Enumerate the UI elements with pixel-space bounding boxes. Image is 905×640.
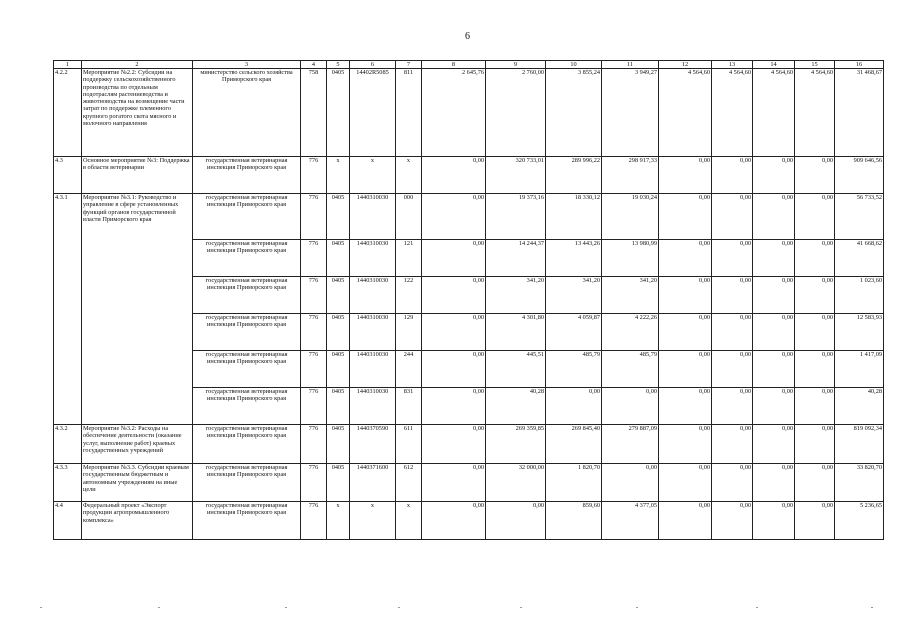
- executor: государственная ветеринарная инспекция Приморского края: [193, 240, 301, 277]
- amount-cell: 0,00: [659, 502, 712, 540]
- amount-cell: 0,00: [753, 277, 795, 314]
- column-header: 12: [659, 61, 712, 69]
- amount-cell: 18 330,12: [546, 194, 602, 240]
- amount-cell: 0,00: [795, 351, 835, 388]
- code-expense-type: x: [396, 157, 422, 194]
- code-target-article: 14402R5085: [350, 69, 396, 157]
- amount-cell: 19 030,24: [602, 194, 659, 240]
- amount-cell: 0,00: [712, 277, 753, 314]
- amount-cell: 4 564,60: [712, 69, 753, 157]
- column-header: 16: [835, 61, 884, 69]
- code-section: 0405: [327, 388, 350, 425]
- amount-cell: 0,00: [712, 351, 753, 388]
- code-grbs: 776: [301, 157, 327, 194]
- code-grbs: 776: [301, 464, 327, 502]
- code-grbs: 776: [301, 425, 327, 464]
- budget-table: [53, 60, 884, 540]
- code-expense-type: 831: [396, 388, 422, 425]
- table-row: [54, 157, 884, 194]
- code-grbs: 776: [301, 240, 327, 277]
- column-header: 11: [602, 61, 659, 69]
- amount-cell: 298 917,33: [602, 157, 659, 194]
- column-header: 9: [486, 61, 546, 69]
- code-grbs: 758: [301, 69, 327, 157]
- amount-cell: 0,00: [659, 351, 712, 388]
- table-row: [54, 69, 884, 157]
- code-target-article: 1440310030: [350, 351, 396, 388]
- total-cell: 12 583,93: [835, 314, 884, 351]
- amount-cell: 0,00: [753, 351, 795, 388]
- code-target-article: x: [350, 502, 396, 540]
- code-expense-type: 129: [396, 314, 422, 351]
- amount-cell: 0,00: [753, 502, 795, 540]
- amount-cell: 0,00: [753, 194, 795, 240]
- amount-cell: 0,00: [795, 425, 835, 464]
- amount-cell: 0,00: [422, 388, 486, 425]
- amount-cell: 0,00: [753, 464, 795, 502]
- amount-cell: 1 820,70: [546, 464, 602, 502]
- amount-cell: 0,00: [712, 502, 753, 540]
- amount-cell: 269 359,85: [486, 425, 546, 464]
- amount-cell: 13 980,99: [602, 240, 659, 277]
- amount-cell: 0,00: [712, 464, 753, 502]
- code-target-article: 1440310030: [350, 388, 396, 425]
- amount-cell: 0,00: [753, 425, 795, 464]
- amount-cell: 0,00: [546, 388, 602, 425]
- code-section: x: [327, 157, 350, 194]
- measure-name: Мероприятие №2.2: Субсидии на поддержку сельскохозяйственного производства по отдельным подотраслям растениеводства и животноводства на возмещение части затрат по поддержке племенного крупного рогатого скота мясного и молочного направления: [82, 69, 193, 157]
- amount-cell: 0,00: [795, 240, 835, 277]
- amount-cell: 341,20: [486, 277, 546, 314]
- amount-cell: 0,00: [602, 464, 659, 502]
- amount-cell: 0,00: [659, 464, 712, 502]
- amount-cell: 0,00: [712, 194, 753, 240]
- row-number: 4.2.2: [54, 69, 82, 157]
- amount-cell: 19 373,16: [486, 194, 546, 240]
- amount-cell: 0,00: [712, 240, 753, 277]
- code-grbs: 776: [301, 194, 327, 240]
- amount-cell: 0,00: [659, 194, 712, 240]
- amount-cell: 3 855,24: [546, 69, 602, 157]
- amount-cell: 341,20: [546, 277, 602, 314]
- amount-cell: 269 845,40: [546, 425, 602, 464]
- amount-cell: 0,00: [712, 425, 753, 464]
- code-target-article: 1440310030: [350, 194, 396, 240]
- executor: министерство сельского хозяйства Приморского края: [193, 69, 301, 157]
- executor: государственная ветеринарная инспекция Приморского края: [193, 314, 301, 351]
- amount-cell: 0,00: [659, 388, 712, 425]
- amount-cell: 4 301,80: [486, 314, 546, 351]
- total-cell: 5 236,65: [835, 502, 884, 540]
- column-header: 14: [753, 61, 795, 69]
- amount-cell: 0,00: [659, 157, 712, 194]
- amount-cell: 0,00: [422, 157, 486, 194]
- amount-cell: 0,00: [659, 277, 712, 314]
- amount-cell: 0,00: [753, 157, 795, 194]
- code-expense-type: 121: [396, 240, 422, 277]
- amount-cell: 4 564,60: [795, 69, 835, 157]
- total-cell: 1 417,09: [835, 351, 884, 388]
- amount-cell: 0,00: [753, 314, 795, 351]
- code-section: 0405: [327, 464, 350, 502]
- executor: государственная ветеринарная инспекция Приморского края: [193, 277, 301, 314]
- amount-cell: 0,00: [422, 502, 486, 540]
- column-header: 3: [193, 61, 301, 69]
- amount-cell: 0,00: [422, 425, 486, 464]
- column-header: 13: [712, 61, 753, 69]
- code-section: x: [327, 502, 350, 540]
- amount-cell: 445,51: [486, 351, 546, 388]
- column-header: 8: [422, 61, 486, 69]
- amount-cell: 4 564,60: [753, 69, 795, 157]
- amount-cell: 859,60: [546, 502, 602, 540]
- amount-cell: 0,00: [422, 240, 486, 277]
- code-grbs: 776: [301, 388, 327, 425]
- code-target-article: 1440310030: [350, 240, 396, 277]
- table-row: [54, 464, 884, 502]
- column-header: 4: [301, 61, 327, 69]
- amount-cell: 0,00: [753, 240, 795, 277]
- amount-cell: 0,00: [795, 502, 835, 540]
- executor: государственная ветеринарная инспекция Приморского края: [193, 194, 301, 240]
- amount-cell: 0,00: [795, 157, 835, 194]
- total-cell: 41 668,62: [835, 240, 884, 277]
- amount-cell: 0,00: [795, 464, 835, 502]
- measure-name: Мероприятие №3.3. Субсидии краевым государственным бюджетным и автономным учреждениям на иные цели: [82, 464, 193, 502]
- amount-cell: 0,00: [795, 314, 835, 351]
- amount-cell: 2 760,00: [486, 69, 546, 157]
- amount-cell: 0,00: [659, 240, 712, 277]
- row-number: 4.3: [54, 157, 82, 194]
- column-header: 5: [327, 61, 350, 69]
- amount-cell: 13 443,26: [546, 240, 602, 277]
- amount-cell: 4 222,26: [602, 314, 659, 351]
- amount-cell: 341,20: [602, 277, 659, 314]
- code-target-article: 1440310030: [350, 277, 396, 314]
- column-header: 15: [795, 61, 835, 69]
- executor: государственная ветеринарная инспекция Приморского края: [193, 351, 301, 388]
- code-target-article: 1440371600: [350, 464, 396, 502]
- amount-cell: 0,00: [795, 277, 835, 314]
- measure-name: Основное мероприятие №3: Поддержка в области ветеринарии: [82, 157, 193, 194]
- amount-cell: 0,00: [659, 314, 712, 351]
- amount-cell: 0,00: [422, 314, 486, 351]
- amount-cell: 0,00: [795, 194, 835, 240]
- amount-cell: 485,79: [546, 351, 602, 388]
- amount-cell: 0,00: [659, 425, 712, 464]
- code-expense-type: 122: [396, 277, 422, 314]
- amount-cell: 0,00: [422, 194, 486, 240]
- code-target-article: 1440370590: [350, 425, 396, 464]
- measure-name: Мероприятие №3.1: Руководство и управление в сфере установленных функций органов государственной власти Приморского края: [82, 194, 193, 425]
- code-expense-type: 811: [396, 69, 422, 157]
- measure-name: Мероприятие №3.2: Расходы на обеспечение деятельности (оказание услуг, выполнение работ) краевых государственных учреждений: [82, 425, 193, 464]
- table-row: [54, 194, 884, 240]
- amount-cell: 0,00: [712, 157, 753, 194]
- executor: государственная ветеринарная инспекция Приморского края: [193, 157, 301, 194]
- row-number: 4.3.2: [54, 425, 82, 464]
- measure-name: Федеральный проект «Экспорт продукции агропромышленного комплекса»: [82, 502, 193, 540]
- code-expense-type: 244: [396, 351, 422, 388]
- column-header: 6: [350, 61, 396, 69]
- amount-cell: 4 377,05: [602, 502, 659, 540]
- total-cell: 819 092,34: [835, 425, 884, 464]
- amount-cell: 289 996,22: [546, 157, 602, 194]
- code-section: 0405: [327, 351, 350, 388]
- amount-cell: 320 733,01: [486, 157, 546, 194]
- amount-cell: 40,28: [486, 388, 546, 425]
- amount-cell: 279 887,09: [602, 425, 659, 464]
- total-cell: 56 733,52: [835, 194, 884, 240]
- table-row: [54, 502, 884, 540]
- code-expense-type: 611: [396, 425, 422, 464]
- code-section: 0405: [327, 277, 350, 314]
- column-header: 7: [396, 61, 422, 69]
- code-target-article: 1440310030: [350, 314, 396, 351]
- total-cell: 1 023,60: [835, 277, 884, 314]
- amount-cell: 0,00: [422, 351, 486, 388]
- code-expense-type: 000: [396, 194, 422, 240]
- code-section: 0405: [327, 194, 350, 240]
- amount-cell: 2 645,76: [422, 69, 486, 157]
- amount-cell: 485,79: [602, 351, 659, 388]
- code-grbs: 776: [301, 351, 327, 388]
- amount-cell: 0,00: [422, 277, 486, 314]
- total-cell: 31 468,67: [835, 69, 884, 157]
- column-number-row: [54, 61, 884, 69]
- code-expense-type: x: [396, 502, 422, 540]
- code-grbs: 776: [301, 502, 327, 540]
- row-number: 4.3.3: [54, 464, 82, 502]
- row-number: 4.4: [54, 502, 82, 540]
- amount-cell: 32 000,00: [486, 464, 546, 502]
- amount-cell: 0,00: [712, 314, 753, 351]
- executor: государственная ветеринарная инспекция Приморского края: [193, 502, 301, 540]
- amount-cell: 0,00: [602, 388, 659, 425]
- code-section: 0405: [327, 314, 350, 351]
- code-grbs: 776: [301, 277, 327, 314]
- amount-cell: 0,00: [753, 388, 795, 425]
- amount-cell: 4 059,87: [546, 314, 602, 351]
- amount-cell: 0,00: [795, 388, 835, 425]
- total-cell: 909 646,56: [835, 157, 884, 194]
- page-number: 6: [465, 31, 470, 42]
- executor: государственная ветеринарная инспекция Приморского края: [193, 388, 301, 425]
- amount-cell: 0,00: [422, 464, 486, 502]
- code-section: 0405: [327, 425, 350, 464]
- amount-cell: 4 564,60: [659, 69, 712, 157]
- total-cell: 40,28: [835, 388, 884, 425]
- code-target-article: x: [350, 157, 396, 194]
- code-grbs: 776: [301, 314, 327, 351]
- amount-cell: 0,00: [486, 502, 546, 540]
- code-section: 0405: [327, 240, 350, 277]
- scan-artifacts: [0, 607, 905, 613]
- total-cell: 33 820,70: [835, 464, 884, 502]
- column-header: 1: [54, 61, 82, 69]
- row-number: 4.3.1: [54, 194, 82, 425]
- amount-cell: 14 244,37: [486, 240, 546, 277]
- code-section: 0405: [327, 69, 350, 157]
- executor: государственная ветеринарная инспекция Приморского края: [193, 464, 301, 502]
- table-row: [54, 425, 884, 464]
- amount-cell: 0,00: [712, 388, 753, 425]
- column-header: 2: [82, 61, 193, 69]
- column-header: 10: [546, 61, 602, 69]
- code-expense-type: 612: [396, 464, 422, 502]
- amount-cell: 3 949,27: [602, 69, 659, 157]
- executor: государственная ветеринарная инспекция Приморского края: [193, 425, 301, 464]
